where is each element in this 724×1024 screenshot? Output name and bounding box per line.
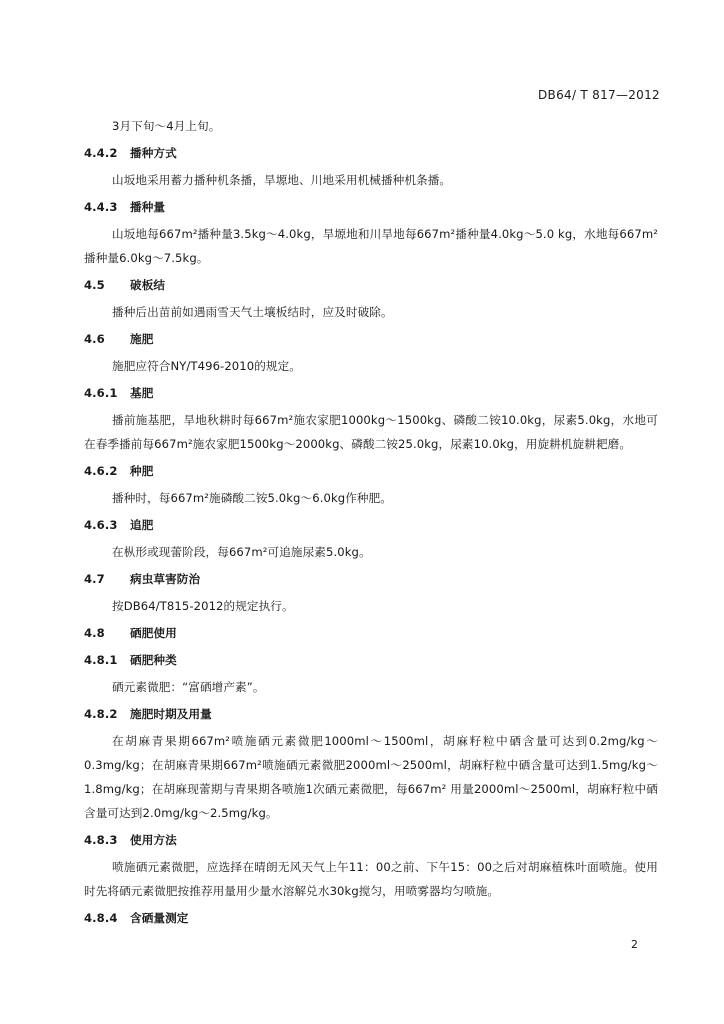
section-number: 4.8.1 <box>84 653 118 667</box>
paragraph: 山坂地采用蓄力播种机条播，旱塬地、川地采用机械播种机条播。 <box>112 173 452 187</box>
section-title: 施肥 <box>130 332 154 346</box>
section-heading <box>84 702 658 726</box>
section-number: 4.4.3 <box>84 200 118 214</box>
section-number: 4.8.4 <box>84 911 118 925</box>
section-heading <box>84 648 658 672</box>
section-number: 4.7 <box>84 572 105 586</box>
paragraph: 在胡麻青果期667m²喷施硒元素微肥1000ml～1500ml，胡麻籽粒中硒含量可达到0.2mg/kg～0.3mg/kg；在胡麻青果期667m²喷施硒元素微肥2000ml～2500ml，胡麻籽粒中硒含量可达到1.5mg/kg～1.8mg/kg；在胡麻现蕾期与青果期各喷施1次硒元素微肥，每667m² 用量2000ml～2500ml，胡麻籽粒中硒含量可达到2.0mg/kg～2.5mg/kg。 <box>84 734 658 820</box>
section-title: 破板结 <box>130 278 166 292</box>
section-number: 4.5 <box>84 278 105 292</box>
section-number: 4.4.2 <box>84 146 118 160</box>
section-heading <box>84 906 658 930</box>
section-heading <box>84 273 658 297</box>
section-number: 4.8.3 <box>84 833 118 847</box>
paragraph: 山坂地每667m²播种量3.5kg～4.0kg，旱塬地和川旱地每667m²播种量4.0kg～5.0 kg，水地每667m²播种量6.0kg～7.5kg。 <box>84 227 658 265</box>
paragraph: 播前施基肥，旱地秋耕时每667m²施农家肥1000kg～1500kg、磷酸二铵10.0kg，尿素5.0kg，水地可在春季播前每667m²施农家肥1500kg～2000kg、磷酸二铵25.0kg，尿素10.0kg，用旋耕机旋耕耙磨。 <box>84 413 658 451</box>
standard-code-header: DB64/ T 817—2012 <box>538 88 660 102</box>
paragraph: 3月下旬～4月上旬。 <box>112 119 221 133</box>
document-body <box>84 114 658 933</box>
section-number: 4.8.2 <box>84 707 118 721</box>
section-number: 4.6.2 <box>84 464 118 478</box>
section-number: 4.6.3 <box>84 518 118 532</box>
section-title: 含硒量测定 <box>130 911 189 925</box>
paragraph: 硒元素微肥：“富硒增产素”。 <box>112 680 265 694</box>
section-heading <box>84 141 658 165</box>
section-title: 种肥 <box>130 464 154 478</box>
section-heading <box>84 381 658 405</box>
paragraph: 施肥应符合NY/T496-2010的规定。 <box>112 359 302 373</box>
paragraph: 按DB64/T815-2012的规定执行。 <box>112 599 294 613</box>
section-title: 硒肥种类 <box>130 653 177 667</box>
section-heading <box>84 828 658 852</box>
paragraph: 在枞形或现蕾阶段，每667m²可追施尿素5.0kg。 <box>112 545 371 559</box>
section-heading <box>84 621 658 645</box>
section-title: 基肥 <box>130 386 154 400</box>
section-title: 播种方式 <box>130 146 177 160</box>
paragraph: 播种后出苗前如遇雨雪天气土壤板结时，应及时破除。 <box>112 305 393 319</box>
section-heading <box>84 513 658 537</box>
section-number: 4.8 <box>84 626 105 640</box>
section-title: 播种量 <box>130 200 166 214</box>
section-number: 4.6 <box>84 332 105 346</box>
section-title: 使用方法 <box>130 833 177 847</box>
section-title: 硒肥使用 <box>130 626 177 640</box>
section-heading <box>84 459 658 483</box>
section-title: 病虫草害防治 <box>130 572 201 586</box>
section-heading <box>84 195 658 219</box>
section-heading <box>84 327 658 351</box>
section-title: 追肥 <box>130 518 154 532</box>
paragraph: 喷施硒元素微肥，应选择在晴朗无风天气上午11：00之前、下午15：00之后对胡麻植株叶面喷施。使用时先将硒元素微肥按推荐用量用少量水溶解兑水30kg搅匀，用喷雾器均匀喷施。 <box>84 860 658 898</box>
paragraph: 播种时，每667m²施磷酸二铵5.0kg～6.0kg作种肥。 <box>112 491 392 505</box>
section-heading <box>84 567 658 591</box>
section-title: 施肥时期及用量 <box>130 707 212 721</box>
page-number: 2 <box>631 938 638 951</box>
section-number: 4.6.1 <box>84 386 118 400</box>
